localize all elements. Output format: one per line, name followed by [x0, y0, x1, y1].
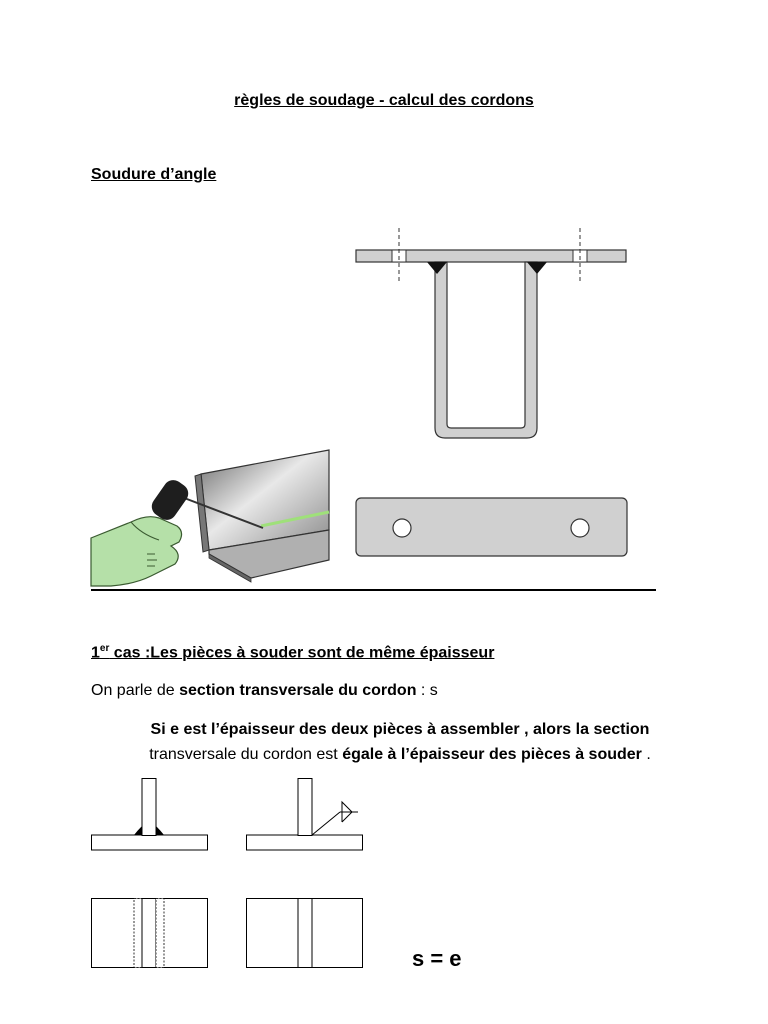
top-view-plain — [246, 898, 366, 970]
beam-section-drawing — [355, 228, 630, 443]
paragraph-line-2-normal: transversale du cordon est — [149, 746, 343, 763]
case-text: cas :Les pièces à souder sont de même épaisseur — [109, 644, 495, 662]
t-joint-weld-symbol — [246, 778, 366, 853]
section-heading: Soudure d’angle — [91, 166, 217, 183]
paragraph-line-2-end: . — [641, 746, 651, 763]
welding-illustration — [91, 450, 331, 590]
explanation-paragraph — [100, 717, 700, 767]
intro-line — [91, 682, 438, 700]
divider-line — [91, 589, 656, 591]
paragraph-line-2-bold: égale à l’épaisseur des pièces à souder — [342, 746, 642, 763]
paragraph-line-2 — [100, 742, 700, 767]
top-view-weld-beads — [91, 898, 211, 970]
intro-prefix: On parle de — [91, 682, 180, 699]
formula: s = e — [412, 946, 462, 971]
case-heading — [91, 643, 494, 662]
document-title: règles de soudage - calcul des cordons — [234, 92, 534, 109]
case-superscript: er — [99, 643, 110, 654]
intro-suffix: : s — [416, 682, 438, 699]
intro-bold: section transversale du cordon — [179, 682, 417, 699]
plate-top-view — [355, 497, 630, 559]
paragraph-line-1: Si e est l’épaisseur des deux pièces à assembler , alors la section — [150, 721, 650, 738]
case-number: 1 — [91, 644, 100, 662]
t-joint-weld-front — [91, 778, 211, 853]
